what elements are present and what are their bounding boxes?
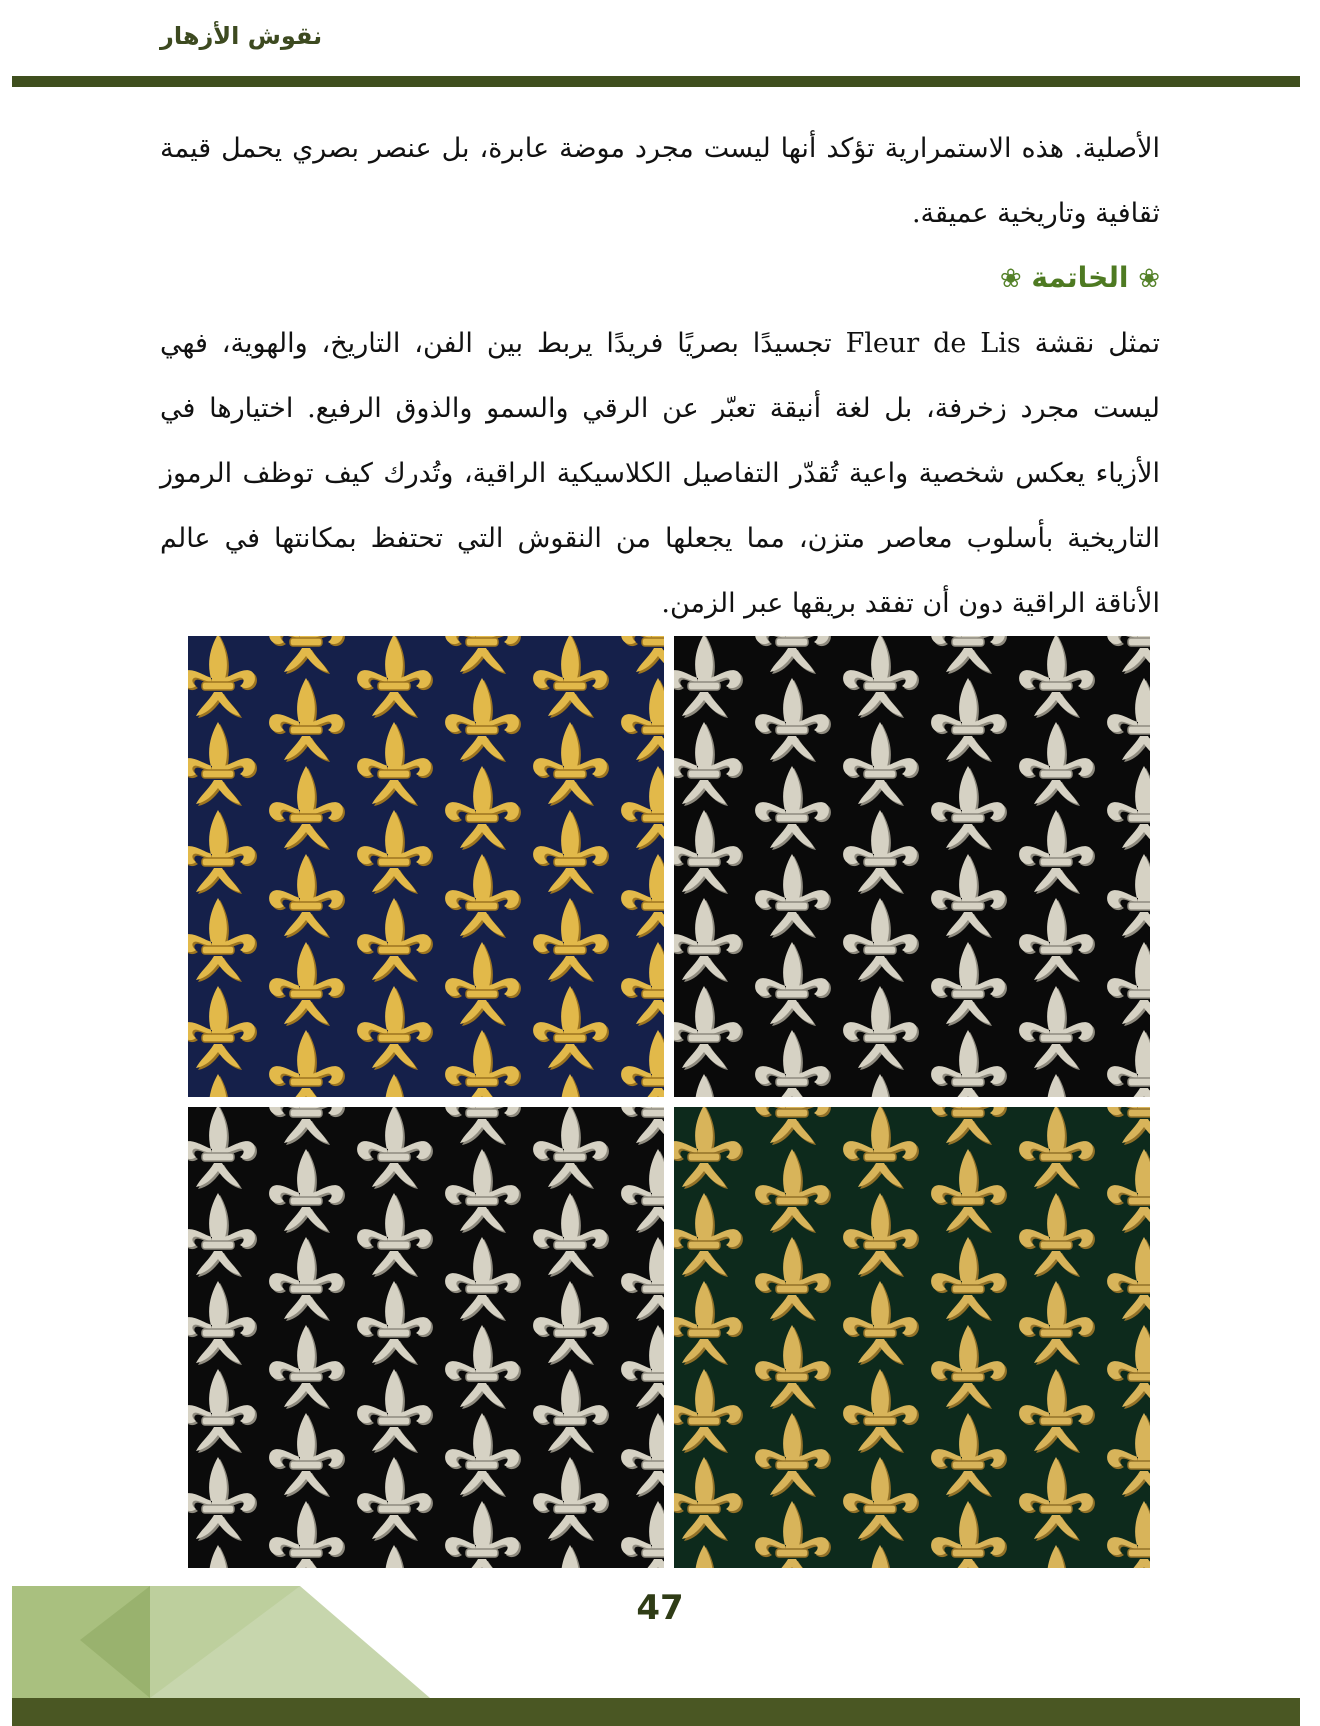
- pattern-tile-black-silver: [674, 636, 1150, 1097]
- section-heading-text: الخاتمة: [1031, 261, 1129, 294]
- running-header-title: نقوش الأزهار: [160, 22, 323, 50]
- section-heading: [160, 246, 1160, 311]
- fleur-de-lis-pattern-gallery: [188, 636, 1150, 1568]
- page-number: 47: [636, 1588, 684, 1628]
- fleur-de-lis-pattern: [188, 1107, 664, 1568]
- pattern-tile-black-silver-2: [188, 1107, 664, 1568]
- flower-ornament-icon: ❀: [1138, 264, 1160, 294]
- fleur-de-lis-pattern: [188, 636, 664, 1097]
- body-text: [160, 116, 1160, 636]
- pattern-tile-green-gold: [674, 1107, 1150, 1568]
- header-rule: [12, 76, 1300, 87]
- paragraph-conclusion: تمثل نقشة Fleur de Lis تجسيدًا بصريًا فريدًا يربط بين الفن، التاريخ، والهوية، فهي ليست مجرد زخرفة، بل لغة أنيقة تعبّر عن الرقي والسمو والذوق الرفيع. اختيارها في الأزياء يعكس شخصية واعية تُقدّر التفاصيل الكلاسيكية الراقية، وتُدرك كيف توظف الرموز التاريخية بأسلوب معاصر متزن، مما يجعلها من النقوش التي تحتفظ بمكانتها في عالم الأناقة الراقية دون أن تفقد بريقها عبر الزمن.: [160, 328, 1160, 619]
- fleur-de-lis-pattern: [674, 1107, 1150, 1568]
- pattern-tile-navy-gold: [188, 636, 664, 1097]
- flower-ornament-icon: ❀: [999, 264, 1022, 294]
- fleur-de-lis-pattern: [674, 636, 1150, 1097]
- paragraph-continuation: الأصلية. هذه الاستمرارية تؤكد أنها ليست مجرد موضة عابرة، بل عنصر بصري يحمل قيمة ثقافية وتاريخية عميقة.: [160, 133, 1160, 229]
